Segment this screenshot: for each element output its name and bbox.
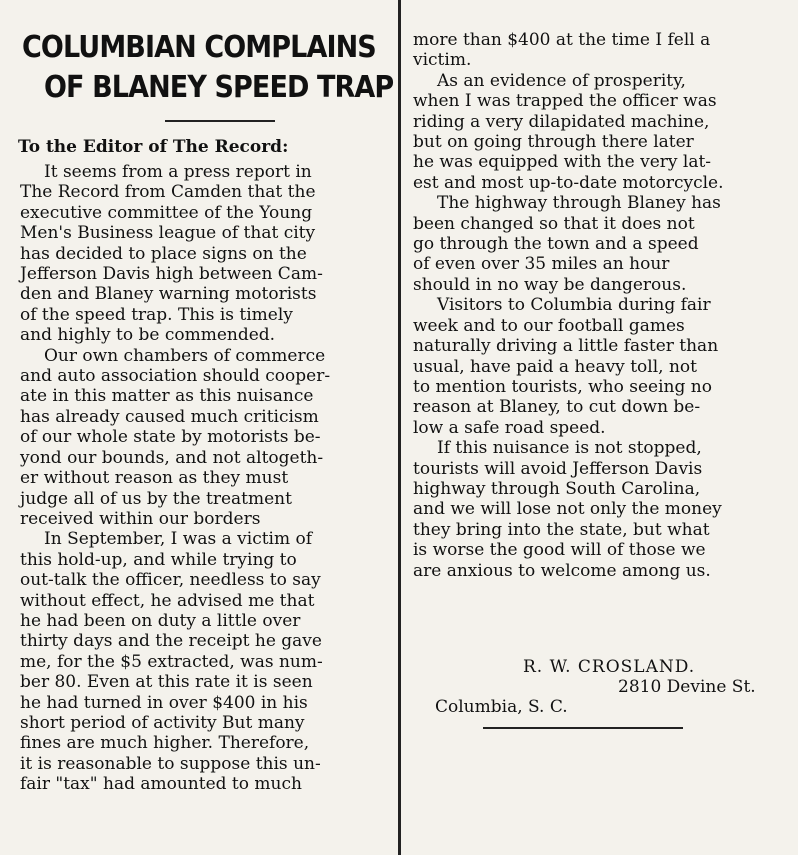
text-line: they bring into the state, but what: [413, 519, 710, 540]
text-line: er without reason as they must: [20, 468, 289, 489]
text-line: Men's Business league of that city: [20, 223, 316, 244]
text-line: victim.: [413, 50, 472, 71]
text-line: received within our borders: [20, 508, 261, 529]
text-line: In September, I was a victim of: [44, 529, 313, 550]
text-line: of even over 35 miles an hour: [413, 254, 670, 275]
text-line: week and to our football games: [413, 315, 685, 336]
text-line: short period of activity But many: [20, 712, 305, 733]
text-line: fines are much higher. Therefore,: [20, 733, 310, 754]
text-line: judge all of us by the treatment: [20, 488, 292, 509]
text-line: fair "tax" had amounted to much: [20, 774, 302, 795]
text-line: ber 80. Even at this rate it is seen: [20, 672, 313, 693]
text-line: naturally driving a little faster than: [413, 336, 719, 357]
text-line: executive committee of the Young: [20, 202, 313, 223]
left-column-body: [20, 162, 392, 795]
text-line: but on going through there later: [413, 132, 694, 153]
text-line: den and Blaney warning motorists: [20, 284, 317, 305]
text-line: ate in this matter as this nuisance: [20, 386, 314, 407]
text-line: and highly to be commended.: [20, 325, 276, 346]
text-line: has already caused much criticism: [20, 406, 319, 427]
right-column-body: [413, 30, 791, 581]
text-line: and we will lose not only the money: [413, 499, 722, 520]
text-line: est and most up-to-date motorcycle.: [413, 172, 724, 193]
text-line: more than $400 at the time I fell a: [413, 30, 711, 50]
text-line: usual, have paid a heavy toll, not: [413, 356, 697, 377]
text-line: he was equipped with the very lat-: [413, 152, 712, 173]
text-line: riding a very dilapidated machine,: [413, 111, 710, 132]
text-line: has decided to place signs on the: [20, 243, 307, 264]
text-line: of our whole state by motorists be-: [20, 427, 321, 448]
text-line: The Record from Camden that the: [20, 182, 316, 203]
text-line: are anxious to welcome among us.: [413, 560, 711, 581]
text-line: Visitors to Columbia during fair: [437, 295, 711, 316]
text-line: been changed so that it does not: [413, 213, 695, 234]
text-line: without effect, he advised me that: [20, 590, 315, 611]
text-line: when I was trapped the officer was: [413, 91, 717, 112]
text-line: he had turned in over $400 in his: [20, 692, 308, 713]
text-line: of the speed trap. This is timely: [20, 304, 293, 325]
text-line: out-talk the officer, needless to say: [20, 570, 321, 591]
text-line: low a safe road speed.: [413, 417, 606, 438]
text-line: highway through South Carolina,: [413, 478, 701, 499]
text-line: Jefferson Davis high between Cam-: [20, 264, 323, 285]
end-rule: [483, 727, 683, 729]
text-line: he had been on duty a little over: [20, 610, 301, 631]
text-line: tourists will avoid Jefferson Davis: [413, 458, 703, 479]
text-line: it is reasonable to suppose this un-: [20, 753, 321, 774]
signature-name: R. W. CROSLAND.: [523, 657, 696, 677]
column-divider: [398, 0, 401, 855]
headline-rule: [165, 120, 275, 122]
text-line: The highway through Blaney has: [437, 193, 721, 214]
text-line: reason at Blaney, to cut down be-: [413, 397, 701, 418]
text-line: should in no way be dangerous.: [413, 274, 687, 295]
salutation: To the Editor of The Record:: [18, 137, 289, 157]
text-line: is worse the good will of those we: [413, 540, 706, 561]
text-line: thirty days and the receipt he gave: [20, 631, 322, 652]
headline-line-2: OF BLANEY SPEED TRAP: [44, 70, 394, 105]
text-line: this hold-up, and while trying to: [20, 549, 297, 570]
text-line: If this nuisance is not stopped,: [437, 438, 702, 459]
text-line: go through the town and a speed: [413, 234, 699, 255]
text-line: It seems from a press report in: [44, 162, 312, 182]
text-line: yond our bounds, and not altogeth-: [20, 447, 324, 468]
text-line: As an evidence of prosperity,: [437, 70, 686, 91]
text-line: Our own chambers of commerce: [44, 345, 326, 366]
headline-line-1: COLUMBIAN COMPLAINS: [22, 30, 376, 65]
signature-address: 2810 Devine St.: [618, 677, 756, 697]
signature-city: Columbia, S. C.: [435, 697, 568, 717]
text-line: to mention tourists, who seeing no: [413, 376, 712, 397]
text-line: me, for the $5 extracted, was num-: [20, 651, 323, 672]
text-line: and auto association should cooper-: [20, 366, 331, 387]
